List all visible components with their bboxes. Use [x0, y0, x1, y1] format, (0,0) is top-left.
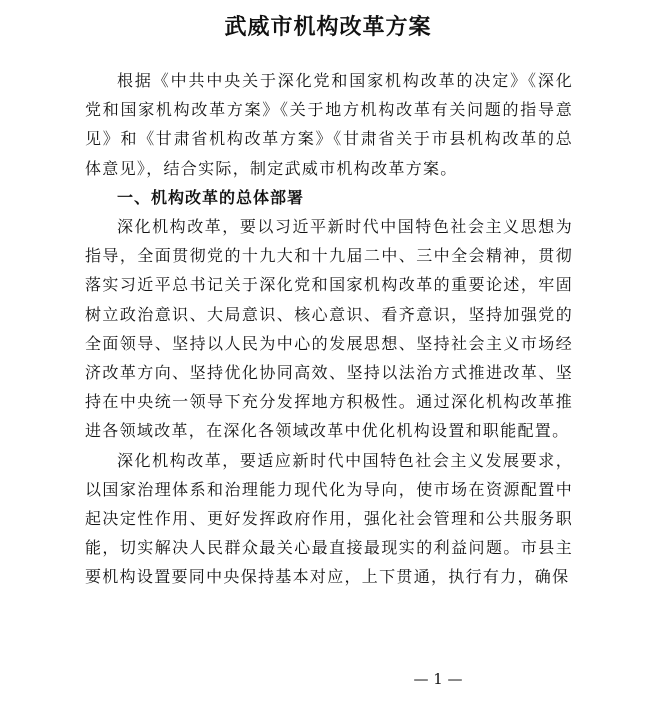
- document-body: [85, 66, 573, 592]
- intro-paragraph: 根据《中共中央关于深化党和国家机构改革的决定》《深化党和国家机构改革方案》《关于地方机构改革有关问题的指导意见》和《甘肃省机构改革方案》《甘肃省关于市县机构改革的总体意见》，结合实际，制定武威市机构改革方案。: [85, 71, 573, 178]
- section-heading: 一、机构改革的总体部署: [117, 187, 305, 207]
- body-paragraph: 深化机构改革，要适应新时代中国特色社会主义发展要求，以国家治理体系和治理能力现代化为导向，使市场在资源配置中起决定性作用、更好发挥政府作用，强化社会管理和公共服务职能，切实解决人民群众最关心最直接最现实的利益问题。市县主要机构设置要同中央保持基本对应，上下贯通，执行有力，确保: [85, 450, 573, 587]
- document-title: 武威市机构改革方案: [224, 14, 432, 40]
- page-number: — 1 —: [413, 670, 463, 688]
- body-paragraph: 深化机构改革，要以习近平新时代中国特色社会主义思想为指导，全面贯彻党的十九大和十九届二中、三中全会精神，贯彻落实习近平总书记关于深化党和国家机构改革的重要论述，牢固树立政治意识、大局意识、核心意识、看齐意识，坚持加强党的全面领导、坚持以人民为中心的发展思想、坚持社会主义市场经济改革方向、坚持优化协同高效、坚持以法治方式推进改革、坚持在中央统一领导下充分发挥地方积极性。通过深化机构改革推进各领域改革，在深化各领域改革中优化机构设置和职能配置。: [85, 217, 573, 441]
